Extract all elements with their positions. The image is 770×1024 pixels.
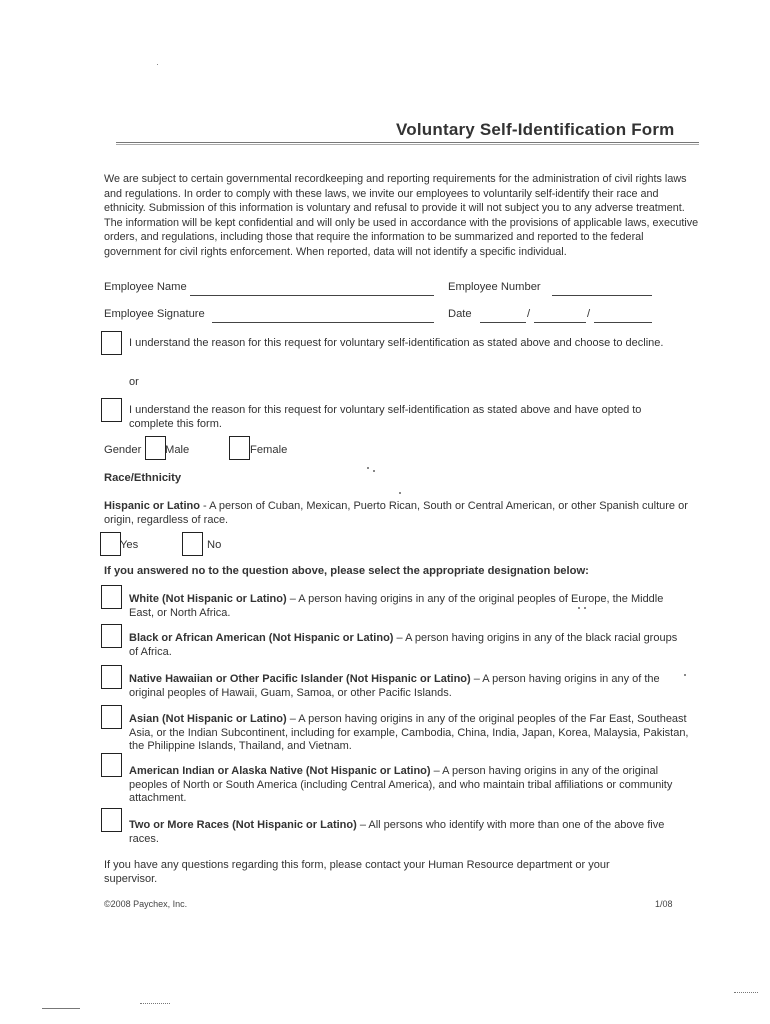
race-term: White (Not Hispanic or Latino) (129, 593, 287, 605)
race-term: Native Hawaiian or Other Pacific Islander (Not Hispanic or Latino) (129, 673, 471, 685)
race-term: Black or African American (Not Hispanic or Latino) (129, 632, 394, 644)
intro-paragraph: We are subject to certain governmental recordkeeping and reporting requirements for the administration of civil rights laws and regulations. In order to comply with these laws, we invite our employees to voluntarily self-identify their race and ethnicity. Submission of this information is voluntary and refusal to provide it will not subject you to any adverse treatment. The information will be kept confidential and will only be used in accordance with the provisions of applicable laws, executive orders, and regulations, including those that require the information to be summarized and reported to the federal government for civil rights enforcement. When reported, data will not identify a specific individual. (104, 173, 699, 258)
date-month-field[interactable] (480, 310, 526, 323)
employee-name-label: Employee Name (104, 281, 187, 293)
female-checkbox[interactable] (229, 436, 250, 460)
form-title: Voluntary Self-Identification Form (396, 120, 675, 139)
or-text: or (129, 376, 139, 388)
date-year-field[interactable] (594, 310, 652, 323)
employee-name-field[interactable] (190, 283, 434, 296)
hispanic-definition-text: - A person of Cuban, Mexican, Puerto Rican, South or Central American, or other Spanish culture or origin, regardless of race. (104, 500, 688, 526)
revision-date: 1/08 (655, 899, 673, 909)
race-white-checkbox[interactable] (101, 585, 122, 609)
scan-speck (367, 467, 369, 469)
race-definition: – A person having origins in any of the original peoples of North or South America (including Central America), and who maintain tribal affiliations or community attachment. (129, 765, 673, 805)
scan-mark (42, 1008, 80, 1009)
hispanic-yes-checkbox[interactable] (100, 532, 121, 556)
race-definition: – All persons who identify with more than one of the above five races. (129, 819, 665, 845)
hispanic-no-checkbox[interactable] (182, 532, 203, 556)
date-day-field[interactable] (534, 310, 586, 323)
race-term: American Indian or Alaska Native (Not Hispanic or Latino) (129, 765, 431, 777)
scan-speck (373, 470, 375, 472)
title-rule (116, 142, 699, 145)
employee-number-label: Employee Number (448, 281, 541, 293)
copyright-notice: ©2008 Paychex, Inc. (104, 899, 188, 909)
date-separator: / (587, 308, 591, 320)
scan-mark (140, 1003, 170, 1004)
scan-mark (734, 992, 758, 993)
race-definition: – A person having origins in any of the black racial groups of Africa. (129, 632, 678, 658)
employee-signature-field[interactable] (212, 310, 434, 323)
race-term: Asian (Not Hispanic or Latino) (129, 713, 287, 725)
race-white-description (129, 593, 677, 620)
race-definition: – A person having origins in any of the original peoples of Hawaii, Guam, Samoa, or other Pacific Islands. (129, 673, 660, 699)
race-definition: – A person having origins in any of the original peoples of Europe, the Middle East, or North Africa. (129, 593, 664, 619)
hispanic-no-label: No (207, 539, 222, 551)
hispanic-yes-label: Yes (120, 539, 139, 551)
female-option-label: Female (250, 444, 288, 456)
race-term: Two or More Races (Not Hispanic or Latino) (129, 819, 357, 831)
race-asian-checkbox[interactable] (101, 705, 122, 729)
race-definition: – A person having origins in any of the original peoples of the Far East, Southeast Asia, or the Indian Subcontinent, including for example, Cambodia, China, India, Japan, Korea, Malaysia, Pakistan, the Philippine Islands, Thailand, and Vietnam. (129, 713, 689, 753)
scan-speck (578, 607, 580, 609)
complete-statement: I understand the reason for this request for voluntary self-identification as stated above and have opted to complete this form. (129, 404, 642, 430)
hispanic-definition (104, 500, 694, 527)
employee-signature-label: Employee Signature (104, 308, 205, 320)
race-ethnicity-heading: Race/Ethnicity (104, 472, 182, 484)
race-pacific-islander-checkbox[interactable] (101, 665, 122, 689)
employee-number-field[interactable] (552, 283, 652, 296)
decline-statement: I understand the reason for this request for voluntary self-identification as stated above and choose to decline. (129, 337, 664, 349)
date-label: Date (448, 308, 472, 320)
scan-speck (584, 607, 586, 609)
designation-prompt: If you answered no to the question above, please select the appropriate designation below: (104, 565, 589, 577)
scan-speck (684, 674, 686, 676)
race-pacific-islander-description (129, 673, 689, 700)
decline-checkbox[interactable] (101, 331, 122, 355)
race-american-indian-description (129, 765, 697, 806)
race-two-or-more-description (129, 819, 689, 846)
date-separator: / (527, 308, 531, 320)
race-black-description (129, 632, 689, 659)
hispanic-term: Hispanic or Latino (104, 500, 200, 512)
race-two-or-more-checkbox[interactable] (101, 808, 122, 832)
race-asian-description (129, 713, 689, 754)
male-checkbox[interactable] (145, 436, 166, 460)
race-american-indian-checkbox[interactable] (101, 753, 122, 777)
scan-speck (399, 492, 401, 494)
male-option-label: Male (165, 444, 190, 456)
race-black-checkbox[interactable] (101, 624, 122, 648)
questions-note: If you have any questions regarding this form, please contact your Human Resource department or your supervisor. (104, 859, 610, 885)
gender-label: Gender (104, 444, 142, 456)
scan-speck (157, 64, 158, 65)
complete-form-checkbox[interactable] (101, 398, 122, 422)
